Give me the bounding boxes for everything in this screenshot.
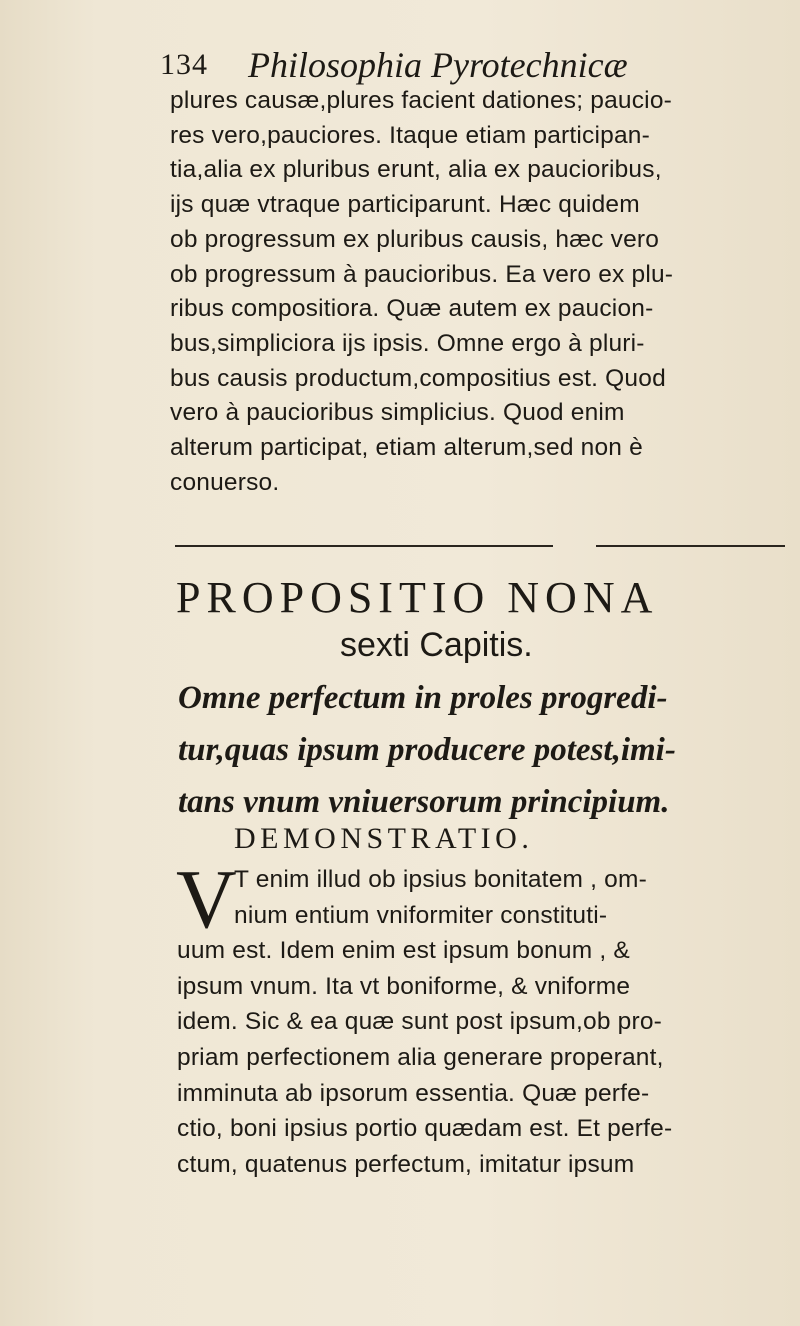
text-line: conuerso. [170,468,280,496]
drop-cap-letter: V [176,853,237,946]
text-line: nium entium vniformiter constituti- [234,901,608,929]
text-line: plures causæ,plures facient dationes; paucio- [170,87,673,114]
text-line: ob progressum à paucioribus. Ea vero ex plu- [170,260,674,288]
text-line: ipsum vnum. Ita vt boniforme, & vniforme [177,972,631,1000]
text-line: priam perfectionem alia generare properant, [177,1043,664,1071]
demonstration-title: DEMONSTRATIO. [234,822,534,855]
proposition-enunciation [178,672,798,828]
text-line: tia,alia ex pluribus erunt, alia ex paucioribus, [170,156,662,184]
text-line: bus,simpliciora ijs ipsis. Omne ergo à pluri- [170,329,645,357]
text-line: idem. Sic & ea quæ sunt post ipsum,ob pro- [177,1008,663,1036]
demonstration-text [177,862,797,1182]
running-title: Philosophia Pyrotechnicæ [248,45,628,85]
text-line: vero à paucioribus simplicius. Quod enim [170,399,625,427]
proposition-subtitle: sexti Capitis. [340,626,533,664]
proposition-title: PROPOSITIO NONA [176,573,659,622]
text-line: ctum, quatenus perfectum, imitatur ipsum [177,1150,635,1178]
text-line: ribus compositiora. Quæ autem ex paucion- [170,295,654,323]
text-line: imminuta ab ipsorum essentia. Quæ perfe- [177,1079,650,1107]
text-line: ctio, boni ipsius portio quædam est. Et perfe- [177,1115,673,1143]
enunciation-line: tans vnum vniuersorum principium. [178,784,670,820]
text-line: ijs quæ vtraque participarunt. Hæc quidem [170,191,640,219]
page-number: 134 [160,48,208,81]
text-line: alterum participat, etiam alterum,sed non è [170,434,643,462]
enunciation-line: Omne perfectum in proles progredi- [178,680,668,716]
opening-paragraph [170,84,790,500]
section-divider-rule [175,545,785,547]
text-line: bus causis productum,compositius est. Quod [170,364,666,392]
text-line: ob progressum ex pluribus causis, hæc vero [170,225,660,253]
enunciation-line: tur,quas ipsum producere potest,imi- [178,732,676,768]
text-line: uum est. Idem enim est ipsum bonum , & [177,937,630,965]
text-line: res vero,pauciores. Itaque etiam participan- [170,121,650,149]
text-line: T enim illud ob ipsius bonitatem , om- [234,866,647,893]
